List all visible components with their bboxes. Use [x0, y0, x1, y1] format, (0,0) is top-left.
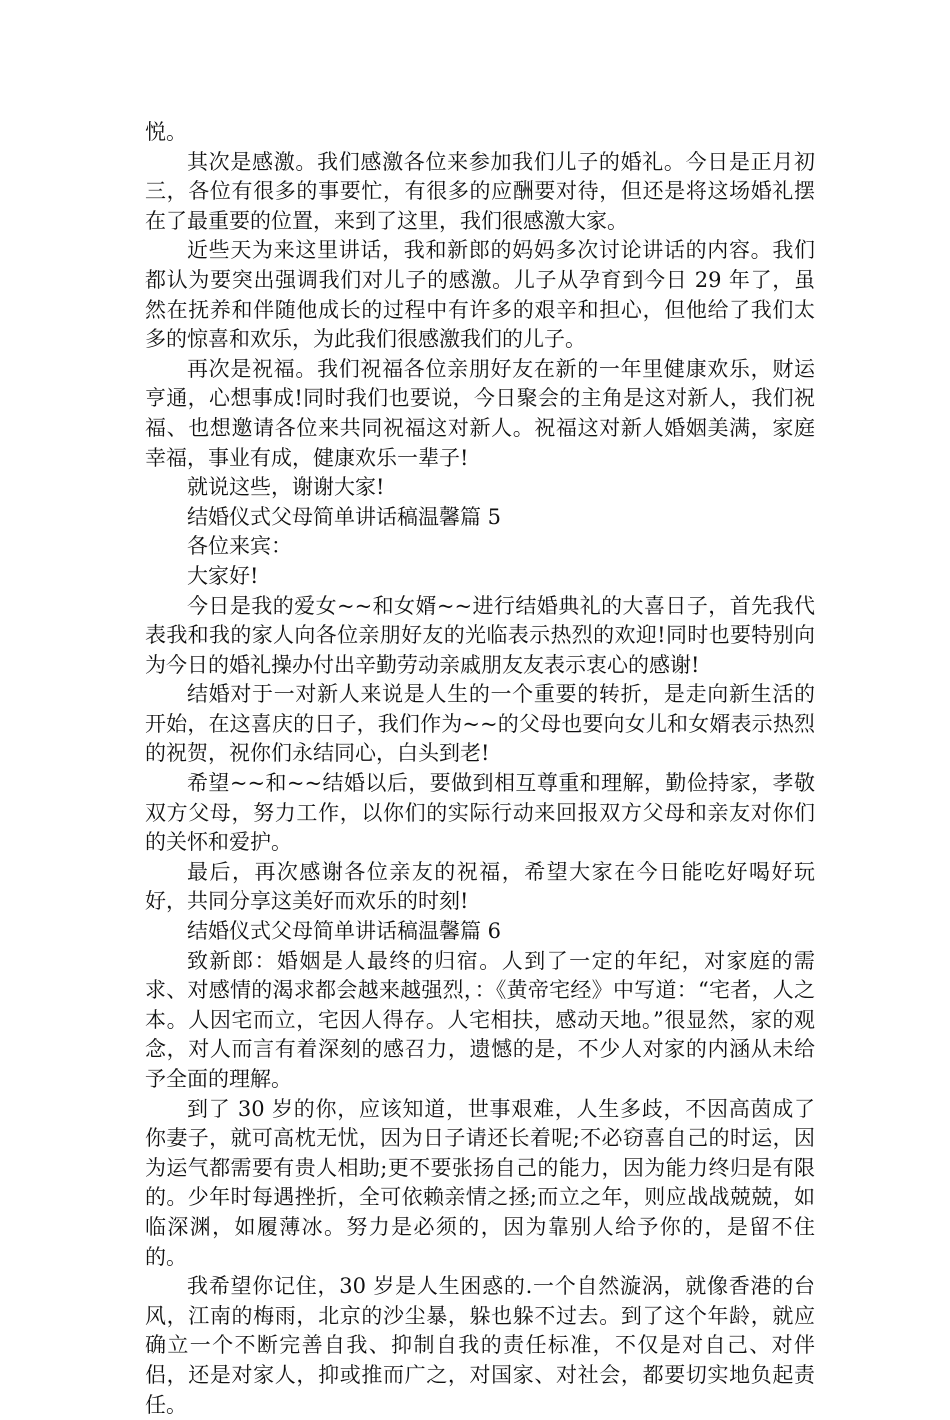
document-body [145, 118, 815, 1420]
paragraph-11: 希望~~和~~结婚以后，要做到相互尊重和理解，勤俭持家，孝敬双方父母，努力工作，以你们的实际行动来回报双方父母和亲友对你们的关怀和爱护。 [145, 771, 815, 855]
paragraph-15: 到了 30 岁的你，应该知道，世事艰难，人生多歧，不因高茵成了你妻子，就可高枕无忧，因为日子请还长着呢;不必窃喜自己的时运，因为运气都需要有贵人相助;更不要张扬自己的能力，因为能力终归是有限的。少年时每遇挫折，全可依赖亲情之拯;而立之年，则应战战兢兢，如临深渊，如履薄冰。努力是必须的，因为靠别人给予你的，是留不住的。 [145, 1096, 815, 1269]
paragraph-4: 再次是祝福。我们祝福各位亲朋好友在新的一年里健康欢乐，财运亨通，心想事成!同时我们也要说，今日聚会的主角是这对新人，我们祝福、也想邀请各位来共同祝福这对新人。祝福这对新人婚姻美满，家庭幸福，事业有成，健康欢乐一辈子! [145, 356, 815, 470]
paragraph-9: 今日是我的爱女~~和女婿~~进行结婚典礼的大喜日子，首先我代表我和我的家人向各位亲朋好友的光临表示热烈的欢迎!同时也要特别向为今日的婚礼操办付出辛勤劳动亲戚朋友友表示衷心的感谢! [145, 593, 815, 677]
paragraph-5: 就说这些，谢谢大家! [187, 475, 385, 500]
section-heading-6: 结婚仪式父母简单讲话稿温馨篇 6 [187, 919, 502, 944]
paragraph-16: 我希望你记住，30 岁是人生困惑的.一个自然漩涡，就像香港的台风，江南的梅雨，北京的沙尘暴，躲也躲不过去。到了这个年龄，就应确立一个不断完善自我、抑制自我的责任标准，不仅是对自己、对伴侣，还是对家人，抑或推而广之，对国家、对社会，都要切实地负起责任。 [145, 1274, 815, 1417]
paragraph-14: 致新郎：婚姻是人最终的归宿。人到了一定的年纪，对家庭的需求、对感情的渴求都会越来越强烈，：《黄帝宅经》中写道：“宅者，人之本。人因宅而立，宅因人得存。人宅相扶，感动天地。”很显然，家的观念，对人而言有着深刻的感召力，遗憾的是，不少人对家的内涵从未给予全面的理解。 [145, 948, 815, 1091]
section-heading-5: 结婚仪式父母简单讲话稿温馨篇 5 [187, 504, 502, 529]
salutation: 各位来宾： [187, 534, 292, 559]
greeting: 大家好! [187, 563, 259, 588]
paragraph-2: 其次是感激。我们感激各位来参加我们儿子的婚礼。今日是正月初三，各位有很多的事要忙，有很多的应酬要对待，但还是将这场婚礼摆在了最重要的位置，来到了这里，我们很感激大家。 [145, 149, 815, 233]
paragraph-10: 结婚对于一对新人来说是人生的一个重要的转折，是走向新生活的开始，在这喜庆的日子，我们作为~~的父母也要向女儿和女婿表示热烈的祝贺，祝你们永结同心，白头到老! [145, 682, 815, 766]
paragraph-12: 最后，再次感谢各位亲友的祝福，希望大家在今日能吃好喝好玩好，共同分享这美好而欢乐的时刻! [145, 859, 815, 914]
paragraph-3: 近些天为来这里讲话，我和新郎的妈妈多次讨论讲话的内容。我们都认为要突出强调我们对儿子的感激。儿子从孕育到今日 29 年了，虽然在抚养和伴随他成长的过程中有许多的艰辛和担心，但他给了我们太多的惊喜和欢乐，为此我们很感激我们的儿子。 [145, 238, 815, 352]
paragraph-1: 悦。 [145, 120, 187, 144]
